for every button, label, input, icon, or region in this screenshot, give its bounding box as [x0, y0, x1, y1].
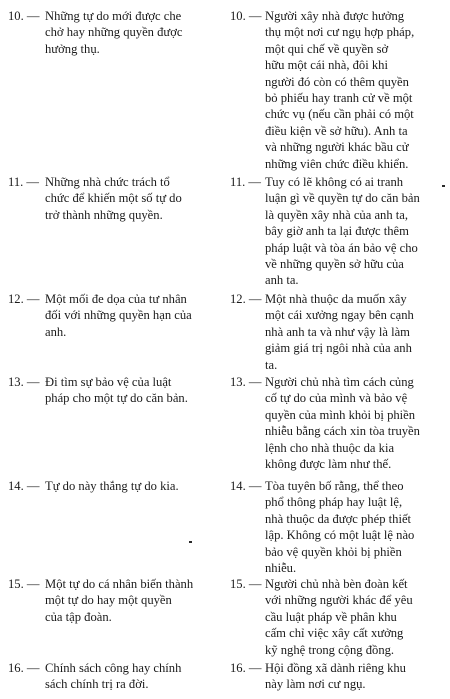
item-number: 14. — — [230, 479, 262, 493]
item-number: 12. — — [8, 292, 40, 306]
left-item-14 — [8, 478, 213, 494]
item-number: 15. — — [8, 577, 40, 591]
item-text: Một tự do cá nhân biến thành một tự do hay một quyền của tập đoàn. — [45, 577, 194, 624]
print-mark — [442, 185, 445, 187]
left-item-11 — [8, 174, 213, 223]
item-text: Những tự do mới được che chở hay những quyền được hưởng thụ. — [45, 9, 183, 56]
item-text: Tự do này thắng tự do kia. — [45, 479, 179, 493]
item-text: Tòa tuyên bố rằng, thể theo phổ thông pháp hay luật lệ, nhà thuộc da được phép thiết lập. Không có một luật lệ nào bảo vệ quyền khỏi bị phiền nhiễu. — [265, 479, 415, 576]
item-text: Một nhà thuộc da muốn xây một cái xưởng ngay bên cạnh nhà anh ta và như vậy là làm giảm giá trị ngôi nhà của anh ta. — [265, 292, 414, 372]
item-number: 16. — — [230, 661, 262, 675]
left-item-13 — [8, 374, 213, 407]
item-number: 14. — — [8, 479, 40, 493]
item-text: Chính sách công hay chính sách chính trị ra đời. — [45, 661, 182, 692]
right-item-16 — [230, 660, 442, 693]
print-mark — [189, 541, 192, 543]
item-text: Hội đồng xã dành riêng khu này làm nơi cư ngụ. — [265, 661, 406, 692]
right-item-15 — [230, 576, 442, 658]
left-item-12 — [8, 291, 213, 340]
left-item-16 — [8, 660, 213, 693]
item-number: 13. — — [230, 375, 262, 389]
right-item-12 — [230, 291, 442, 373]
item-text: Người xây nhà được hưởng thụ một nơi cư ngụ hợp pháp, một qui chế về quyền sở hữu một cái nhà, đôi khi người đó còn có thêm quyền bỏ phiếu hay tranh cử về một chức vụ (nếu cần phải có một điều kiện về sở hữu). Anh ta và những người khác bầu cử những viên chức điều khiển. — [265, 9, 415, 171]
item-text: Tuy có lẽ không có ai tranh luận gì về quyền tự do căn bản là quyền xây nhà của anh ta, bây giờ anh ta lại được thêm pháp luật và tòa án bảo vệ cho về những quyền sở hữu của anh ta. — [265, 175, 420, 288]
item-text: Những nhà chức trách tổ chức để khiến một số tự do trở thành những quyền. — [45, 175, 182, 222]
item-text: Người chủ nhà bèn đoàn kết với những người khác để yêu cầu luật pháp về phân khu cấm chỉ việc xây cất xưởng kỹ nghệ trong cộng đồng. — [265, 577, 413, 657]
left-item-10 — [8, 8, 213, 57]
item-number: 11. — — [230, 175, 262, 189]
item-text: Người chủ nhà tìm cách củng cố tự do của mình và bảo vệ quyền của mình khỏi bị phiền nhiễu bằng cách xin tòa truyền lệnh cho nhà thuộc da kia không được làm như thế. — [265, 375, 420, 472]
item-number: 10. — — [230, 9, 262, 23]
item-text: Một mối đe dọa của tư nhân đối với những quyền hạn của anh. — [45, 292, 192, 339]
item-number: 12. — — [230, 292, 262, 306]
right-item-13 — [230, 374, 442, 472]
item-number: 15. — — [230, 577, 262, 591]
right-item-14 — [230, 478, 442, 576]
right-item-10 — [230, 8, 442, 172]
item-text: Đi tìm sự bảo vệ của luật pháp cho một tự do căn bản. — [45, 375, 188, 406]
item-number: 16. — — [8, 661, 40, 675]
item-number: 13. — — [8, 375, 40, 389]
right-item-11 — [230, 174, 442, 289]
item-number: 10. — — [8, 9, 40, 23]
left-item-15 — [8, 576, 213, 625]
item-number: 11. — — [8, 175, 40, 189]
